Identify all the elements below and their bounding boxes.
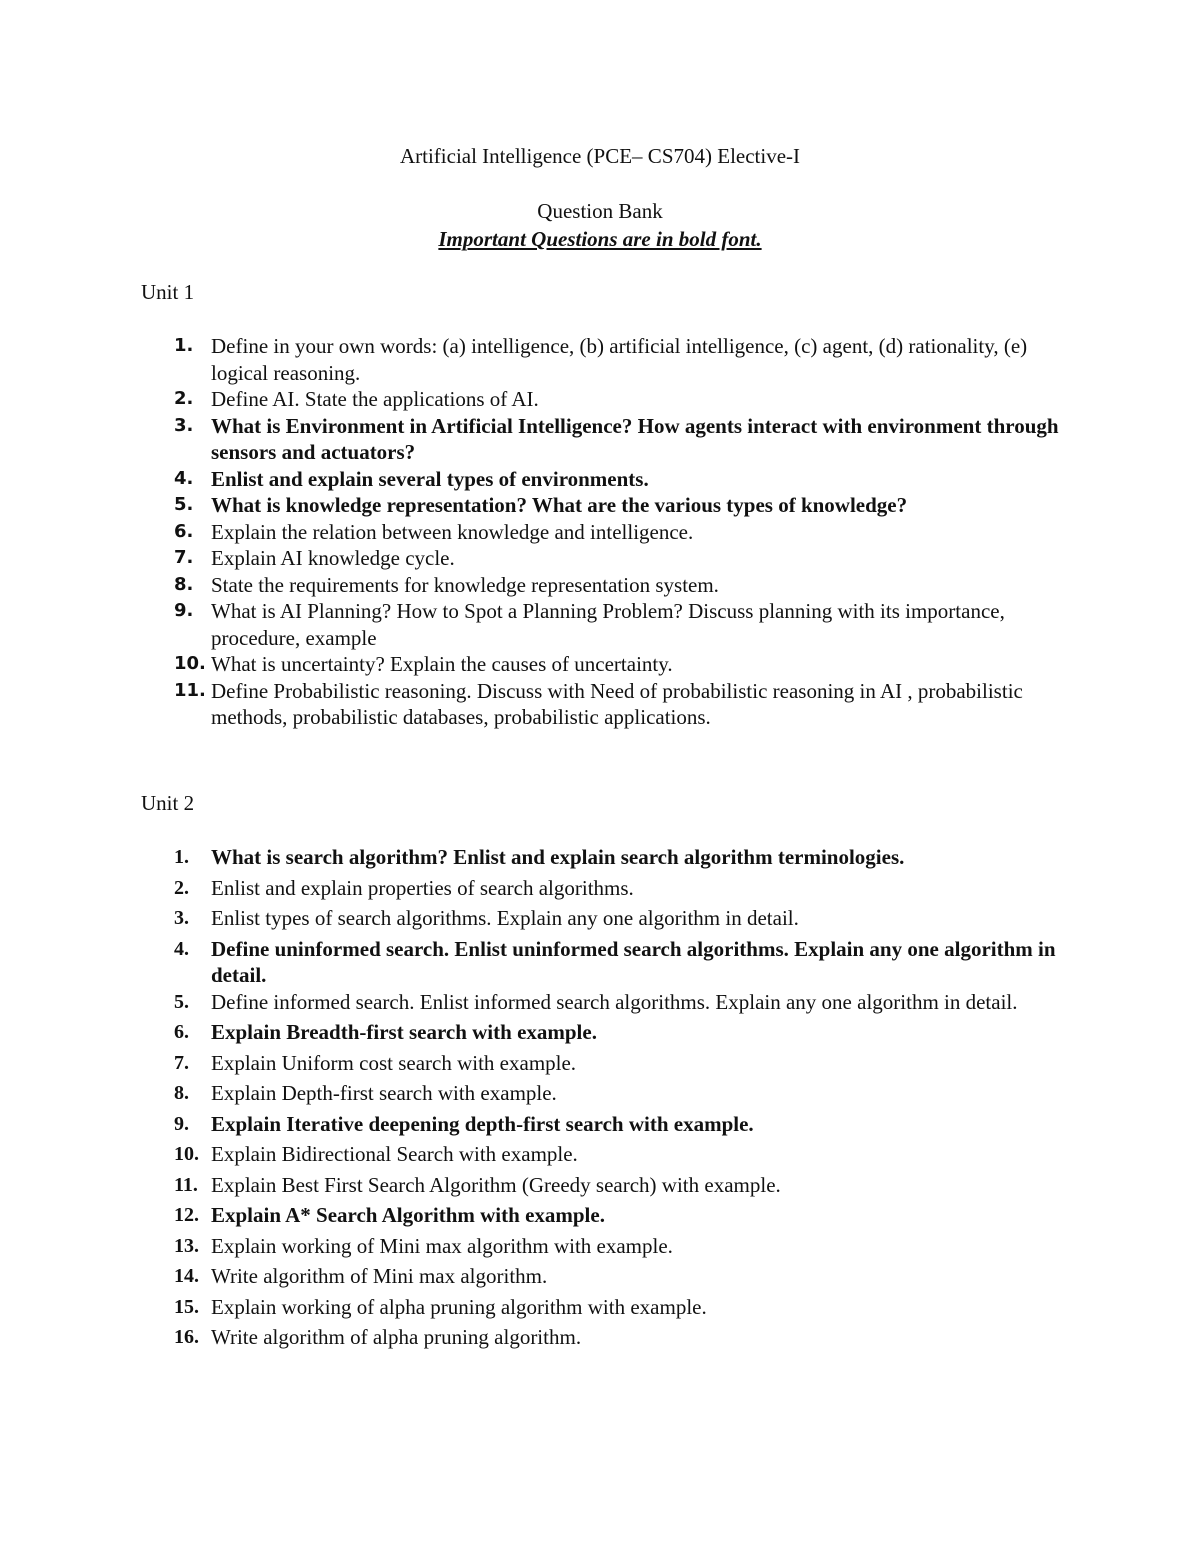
list-item — [140, 413, 1080, 466]
list-item — [140, 1019, 1080, 1046]
list-item — [140, 333, 1080, 386]
question-number: 1. — [174, 335, 194, 356]
question-text: Explain AI knowledge cycle. — [211, 546, 455, 570]
question-text: Explain Breadth-first search with example. — [211, 1020, 597, 1044]
question-text: State the requirements for knowledge representation system. — [211, 572, 719, 597]
question-text: Define in your own words: (a) intelligence, (b) artificial intelligence, (c) agent, (d) rationality, (e) logical reasoning. — [211, 334, 1028, 385]
question-text: Explain working of Mini max algorithm with example. — [211, 1233, 673, 1258]
list-item — [140, 1111, 1080, 1138]
question-text: Define uninformed search. Enlist uninformed search algorithms. Explain any one algorithm in detail. — [211, 936, 1056, 987]
document-title: Artificial Intelligence (PCE– CS704) Elective-I — [399, 144, 801, 168]
list-item — [140, 1080, 1080, 1107]
list-item — [140, 678, 1080, 731]
list-item — [140, 844, 1080, 871]
unit-2-question-list — [140, 844, 1080, 1351]
question-number: 3. — [174, 907, 189, 929]
question-number: 7. — [174, 1051, 189, 1074]
question-number: 6. — [174, 520, 194, 542]
question-text: Define AI. State the applications of AI. — [211, 387, 539, 411]
question-number: 8. — [174, 1082, 189, 1104]
list-item — [140, 936, 1080, 989]
list-item — [140, 1202, 1080, 1229]
question-text: What is uncertainty? Explain the causes of uncertainty. — [211, 652, 673, 676]
question-text: Enlist types of search algorithms. Explain any one algorithm in detail. — [211, 906, 799, 930]
question-number: 4. — [174, 937, 189, 960]
question-number: 6. — [174, 1021, 189, 1043]
question-number: 11. — [174, 1173, 198, 1196]
list-item — [140, 651, 1080, 678]
question-number: 11. — [174, 679, 206, 701]
question-text: Write algorithm of Mini max algorithm. — [211, 1264, 548, 1288]
question-text: Write algorithm of alpha pruning algorithm. — [211, 1325, 582, 1349]
question-number: 3. — [174, 414, 194, 436]
question-text: What is Environment in Artificial Intelligence? How agents interact with environment through sensors and actuators? — [211, 413, 1059, 464]
question-number: 7. — [174, 547, 194, 568]
document-subtitle: Question Bank — [537, 199, 663, 223]
list-item — [140, 386, 1080, 413]
question-text: Explain working of alpha pruning algorithm with example. — [211, 1294, 707, 1319]
question-number: 16. — [174, 1326, 199, 1348]
question-number: 12. — [174, 1204, 199, 1226]
list-item — [140, 572, 1080, 599]
important-note: Important Questions are in bold font. — [438, 227, 762, 251]
question-number: 5. — [174, 990, 189, 1013]
question-number: 8. — [174, 573, 194, 595]
list-item — [140, 1324, 1080, 1351]
question-number: 5. — [174, 494, 194, 515]
unit-1-question-list — [140, 333, 1080, 731]
question-text: Explain Iterative deepening depth-first search with example. — [211, 1111, 754, 1136]
question-text: Enlist and explain properties of search algorithms. — [211, 875, 634, 900]
question-number: 4. — [174, 467, 194, 489]
question-text: What is search algorithm? Enlist and explain search algorithm terminologies. — [211, 845, 905, 869]
question-text: Explain Uniform cost search with example. — [211, 1050, 577, 1075]
question-text: Explain Depth-first search with example. — [211, 1081, 557, 1105]
question-number: 10. — [174, 653, 206, 674]
list-item — [140, 466, 1080, 493]
question-number: 10. — [174, 1143, 199, 1165]
question-number: 1. — [174, 846, 189, 868]
question-text: Define informed search. Enlist informed search algorithms. Explain any one algorithm in detail. — [211, 989, 1018, 1014]
question-text: What is AI Planning? How to Spot a Planning Problem? Discuss planning with its importance, procedure, example — [211, 599, 1005, 650]
question-text: Explain the relation between knowledge and intelligence. — [211, 519, 694, 544]
list-item — [140, 1050, 1080, 1077]
list-item — [140, 1294, 1080, 1321]
list-item — [140, 545, 1080, 572]
unit-2-heading: Unit 2 — [141, 791, 195, 815]
list-item — [140, 989, 1080, 1016]
question-number: 13. — [174, 1234, 199, 1257]
question-number: 2. — [174, 388, 194, 409]
unit-1-heading: Unit 1 — [141, 280, 195, 304]
list-item — [140, 492, 1080, 519]
question-text: Explain Best First Search Algorithm (Greedy search) with example. — [211, 1172, 781, 1197]
list-item — [140, 875, 1080, 902]
list-item — [140, 1172, 1080, 1199]
question-number: 15. — [174, 1295, 199, 1318]
list-item — [140, 519, 1080, 546]
question-number: 14. — [174, 1265, 199, 1287]
question-text: What is knowledge representation? What are the various types of knowledge? — [211, 493, 908, 517]
question-number: 9. — [174, 1112, 189, 1135]
question-text: Explain A* Search Algorithm with example. — [211, 1203, 605, 1227]
list-item — [140, 1263, 1080, 1290]
question-number: 2. — [174, 876, 189, 899]
question-text: Explain Bidirectional Search with example. — [211, 1142, 578, 1166]
list-item — [140, 1141, 1080, 1168]
list-item — [140, 1233, 1080, 1260]
list-item — [140, 905, 1080, 932]
list-item — [140, 598, 1080, 651]
question-text: Define Probabilistic reasoning. Discuss with Need of probabilistic reasoning in AI , probabilistic methods, probabilistic databases, probabilistic applications. — [211, 678, 1023, 729]
question-number: 9. — [174, 600, 194, 621]
question-text: Enlist and explain several types of environments. — [211, 466, 649, 491]
